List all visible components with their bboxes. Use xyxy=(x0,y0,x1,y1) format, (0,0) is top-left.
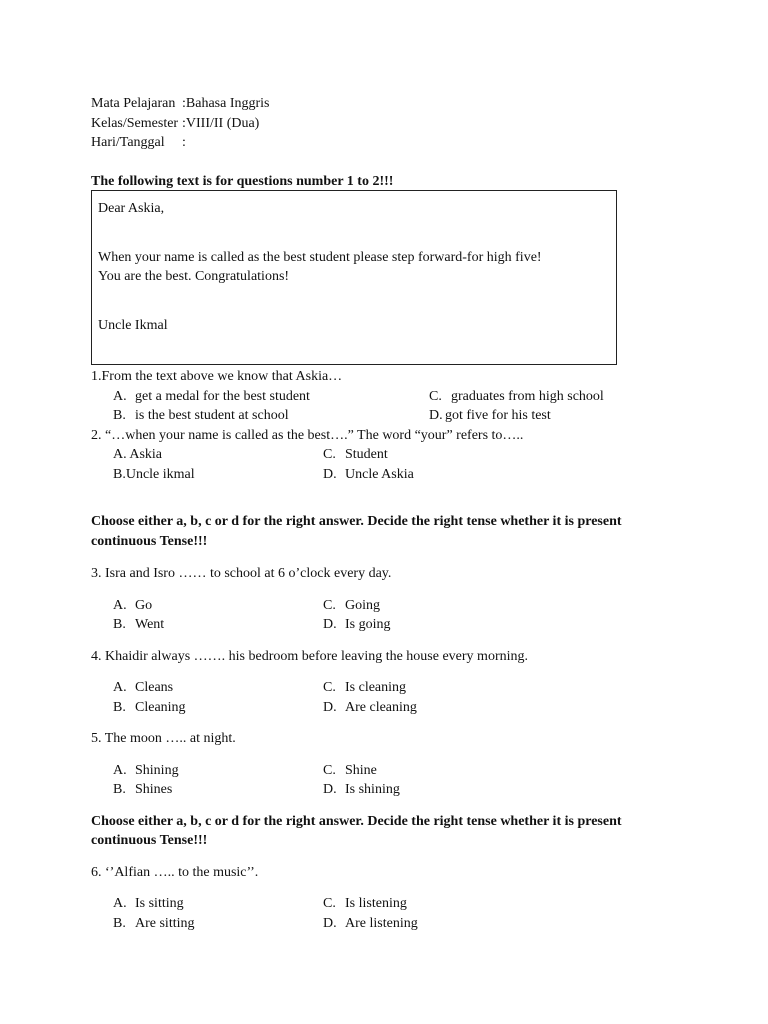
q4-option-a: A. Cleans xyxy=(113,680,174,695)
q3-option-d: D. Is going xyxy=(323,617,391,632)
question-5: 5. The moon ….. at night. xyxy=(91,731,236,746)
class-value: :VIII/II (Dua) xyxy=(182,115,260,131)
q2-option-b: B.Uncle ikmal xyxy=(113,466,195,482)
header-date xyxy=(91,133,631,153)
header-subject xyxy=(91,94,631,114)
q3-option-a: A. Go xyxy=(113,597,153,613)
subject-label: Mata Pelajaran xyxy=(91,96,176,111)
q5-option-b: B. Shines xyxy=(113,782,173,797)
question-4: 4. Khaidir always ……. his bedroom before leaving the house every morning. xyxy=(91,648,529,664)
question-6-options-row-1 xyxy=(91,894,631,914)
q4-option-c: C. Is cleaning xyxy=(323,680,407,695)
question-2-options-row-2 xyxy=(91,465,631,485)
question-6: 6. ‘’Alfian ….. to the music’’. xyxy=(91,864,259,880)
q5-option-a: A. Shining xyxy=(113,762,179,778)
question-5-options-row-1 xyxy=(91,761,631,781)
q5-option-d: D. Is shining xyxy=(323,782,400,797)
q6-option-c: C. Is listening xyxy=(323,896,407,911)
question-1: 1.From the text above we know that Askia… xyxy=(91,369,343,384)
question-2-options-row-1 xyxy=(91,445,631,465)
q1-option-b: B. is the best student at school xyxy=(113,408,289,423)
date-label: Hari/Tanggal xyxy=(91,135,165,150)
q2-option-a: A. Askia xyxy=(113,447,162,462)
question-3-options-row-1 xyxy=(91,596,631,616)
class-label: Kelas/Semester xyxy=(91,115,179,131)
question-6-options-row-2 xyxy=(91,914,631,934)
letter-box xyxy=(91,190,617,365)
header-class xyxy=(91,114,631,134)
question-5-options-row-2 xyxy=(91,780,631,800)
q6-option-a: A. Is sitting xyxy=(113,896,184,911)
question-1-options-row-2 xyxy=(91,406,631,426)
q1-option-a: A. get a medal for the best student xyxy=(113,388,310,404)
instruction-2-line-1: Choose either a, b, c or d for the right answer. Decide the right tense whether it is present xyxy=(91,813,622,829)
q4-option-b: B. Cleaning xyxy=(113,699,186,715)
letter-line-1: When your name is called as the best student please step forward-for high five! xyxy=(98,249,542,265)
question-1-options-row-1 xyxy=(91,387,631,407)
q2-option-d: D. Uncle Askia xyxy=(323,466,414,482)
q6-option-b: B. Are sitting xyxy=(113,915,195,931)
q3-option-b: B. Went xyxy=(113,617,165,632)
question-4-options-row-2 xyxy=(91,698,631,718)
subject-value: :Bahasa Inggris xyxy=(182,96,270,111)
letter-greeting: Dear Askia, xyxy=(98,201,165,216)
q1-option-d: D. got five for his test xyxy=(429,408,551,423)
question-4-options-row-1 xyxy=(91,678,631,698)
date-value: : xyxy=(182,135,186,150)
q6-option-d: D. Are listening xyxy=(323,915,418,931)
letter-signature: Uncle Ikmal xyxy=(98,317,168,333)
letter-line-2: You are the best. Congratulations! xyxy=(98,269,290,284)
q4-option-d: D. Are cleaning xyxy=(323,699,417,715)
instruction-2-line-2: continuous Tense!!! xyxy=(91,833,208,848)
q2-option-c: C. Student xyxy=(323,447,388,462)
instruction-1-line-2: continuous Tense!!! xyxy=(91,533,208,549)
question-3-options-row-2 xyxy=(91,615,631,635)
q5-option-c: C. Shine xyxy=(323,762,377,778)
q3-option-c: C. Going xyxy=(323,597,380,613)
question-2: 2. “…when your name is called as the best….” The word “your” refers to….. xyxy=(91,427,524,443)
q1-option-c: C. graduates from high school xyxy=(429,388,604,404)
worksheet-page xyxy=(91,94,631,933)
instruction-1-line-1: Choose either a, b, c or d for the right answer. Decide the right tense whether it is present xyxy=(91,514,622,529)
section1-heading: The following text is for questions number 1 to 2!!! xyxy=(91,173,394,189)
question-3: 3. Isra and Isro …… to school at 6 o’clock every day. xyxy=(91,566,392,581)
